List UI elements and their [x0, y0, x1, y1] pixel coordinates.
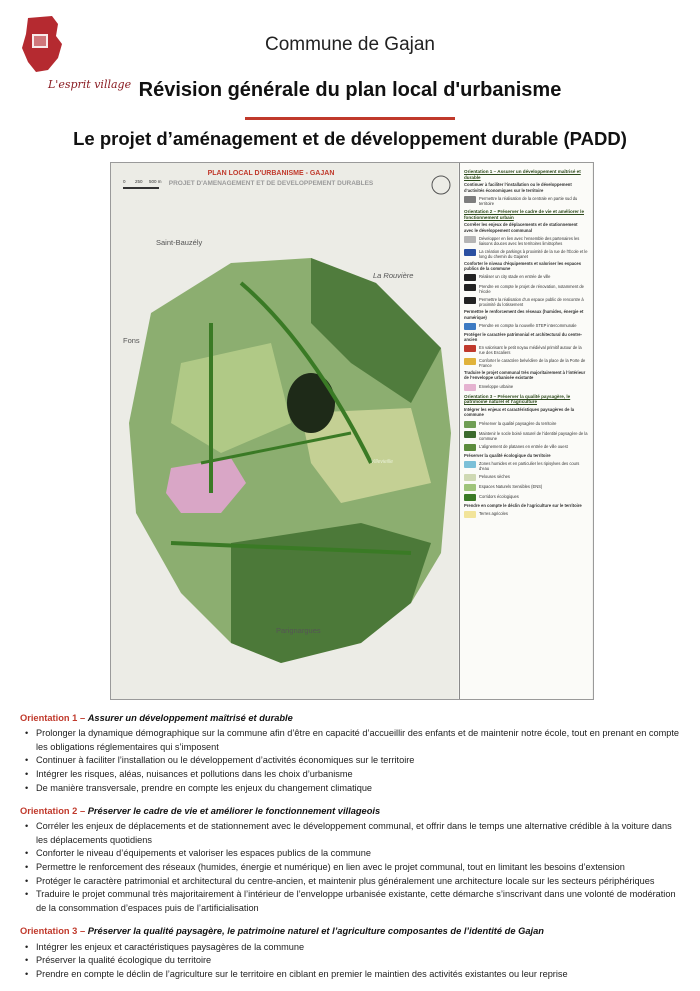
- legend-symbol: [464, 511, 476, 518]
- list-item: • Intégrer les risques, aléas, nuisances et pollutions dans les choix d’urbanisme: [20, 768, 680, 782]
- legend-label: Permettre la réalisation de la centrale en partie sud du territoire: [479, 195, 578, 206]
- orientation-3-title: Préserver la qualité paysagère, le patrimoine naturel et l’agriculture composantes de l’identité de Gajan: [87, 926, 544, 937]
- legend-symbol: [464, 384, 476, 391]
- legend-item: [464, 297, 588, 307]
- map-canvas: [111, 163, 458, 699]
- legend-subheading: Intégrer les enjeux et caractéristiques paysagères de la commune: [464, 407, 575, 418]
- list-item: • Permettre le renforcement des réseaux (humides, énergie et numérique) en lien avec le projet communal, tout en limitant les besoins d’extension: [20, 861, 680, 875]
- legend-symbol: [464, 444, 476, 451]
- legend-label: Prendre en compte la nouvelle STEP intercommunale: [479, 322, 577, 328]
- orientation-1: Orientation 1 – Assurer un développement maîtrisé et durable • Prolonger la dynamique démographique sur la commune afin d’être en capacité d’accueillir des enfants et de maintenir notre école, tout en prenant en compte les obligations réglementaires qui s’imposent • Continuer à faciliter l’installation ou le développement d’activités économiques sur le territoire • Intégrer les risques, aléas, nuisances et pollutions dans les choix d’urbanisme • De manière transversale, prendre en compte les enjeux du changement climatique: [20, 712, 680, 795]
- list-item: • Continuer à faciliter l’installation ou le développement d’activités économiques sur le territoire: [20, 754, 680, 768]
- list-item: • Préserver la qualité écologique du territoire: [20, 954, 680, 968]
- legend-symbol: [464, 461, 476, 468]
- legend-heading: Orientation 2 – Préserver le cadre de vie et améliorer le fonctionnement urbain: [464, 208, 585, 220]
- map-drawing: [111, 163, 458, 699]
- legend-item: [464, 431, 588, 441]
- logo-script: L'esprit village: [48, 78, 132, 91]
- map-subtitle: PROJET D'AMENAGEMENT ET DE DEVELOPPEMENT DURABLES: [168, 180, 374, 187]
- list-item: • Prendre en compte le déclin de l’agriculture sur le territoire en ciblant en premier le maintien des activités existantes ou leur reprise: [20, 968, 680, 982]
- legend-subheading: Protéger le caractère patrimonial et architectural du centre-ancien: [464, 331, 582, 343]
- orientation-3: Orientation 3 – Préserver la qualité paysagère, le patrimoine naturel et l’agriculture composantes de l’identité de Gajan • Intégrer les enjeux et caractéristiques paysagères de la commune • Préserver la qualité écologique du territoire • Prendre en compte le déclin de l’agriculture sur le territoire en ciblant en premier le maintien des activités existantes ou leur reprise: [20, 925, 680, 981]
- orientation-2: Orientation 2 – Préserver le cadre de vie et améliorer le fonctionnement villageois • Corréler les enjeux de déplacements et de stationnement avec le développement communal, et offrir dans le temps une alternative crédible à la voiture dans les déplacements quotidiens • Conforter le niveau d’équipements et valoriser les espaces publics de la commune • Permettre le renforcement des réseaux (humides, énergie et numérique) en lien avec le projet communal, tout en limitant les besoins d’extension • Protéger le caractère patrimonial et architectural du centre-ancien, et maintenir plus généralement une architecture locale sur les secteurs périphériques • Traduire le projet communal très majoritairement à l’intérieur de l’enveloppe urbanisée existante, cette démarche s’inscrivant dans une volonté de modération de la consommation d’espaces puis de l’artificialisation: [20, 805, 680, 915]
- legend-item: [464, 461, 588, 471]
- list-item: • Prolonger la dynamique démographique sur la commune afin d’être en capacité d’accueillir des enfants et de maintenir notre école, tout en prenant en compte les obligations réglementaires qui s’imposent: [20, 727, 680, 754]
- orientation-2-number: Orientation 2: [20, 806, 78, 817]
- legend-label: Pelouses sèches: [479, 473, 510, 479]
- legend-subheading: Permettre le renforcement des réseaux (humides, énergie et numérique): [464, 309, 584, 320]
- commune-name: Commune de Gajan: [264, 34, 436, 55]
- legend-symbol: [464, 358, 476, 365]
- legend-label: Terres agricoles: [479, 511, 508, 517]
- legend-item: [464, 236, 588, 246]
- legend-item: [464, 249, 588, 259]
- document-title: Révision générale du plan local d'urbanisme: [138, 79, 562, 101]
- legend-item: [464, 323, 588, 330]
- scale-0: 0: [123, 179, 126, 184]
- protected-area: [287, 373, 335, 433]
- scale-bar: [123, 187, 159, 189]
- legend-symbol: [464, 323, 476, 330]
- legend-symbol: [464, 421, 476, 428]
- place-saint-bauzely: Saint-Bauzély: [156, 238, 203, 247]
- list-item: • Conforter le niveau d’équipements et valoriser les espaces publics de la commune: [20, 847, 680, 861]
- legend-label: En valorisant le petit noyau médiéval primitif autour de la rue des Escaliers: [479, 345, 582, 356]
- legend-item: [464, 384, 588, 391]
- legend-symbol: [464, 484, 476, 491]
- list-item: • Intégrer les enjeux et caractéristiques paysagères de la commune: [20, 941, 680, 955]
- legend-label: Prendre en compte le projet de rénovation, notamment de l’école: [479, 284, 584, 295]
- legend-item: [464, 274, 588, 281]
- legend-label: La création de parkings à proximité de la rue de l’École et le long du chemin du Gajanet: [479, 248, 588, 259]
- place-villevieille: Villevieille: [371, 459, 393, 465]
- legend-symbol: [464, 236, 476, 243]
- legend-item: [464, 421, 588, 428]
- legend-symbol: [464, 196, 476, 203]
- legend-item: [464, 284, 588, 294]
- legend-item: [464, 494, 588, 501]
- orientations-list: [20, 712, 680, 991]
- place-la-rouviere: La Rouvière: [373, 271, 414, 280]
- legend-subheading: Prendre en compte le déclin de l’agriculture sur le territoire: [464, 502, 582, 508]
- legend-label: L’alignement de platanes en entrée de ville ouest: [479, 443, 568, 449]
- logo-name: Gajan: [62, 46, 90, 57]
- orientation-1-title: Assurer un développement maîtrisé et durable: [87, 713, 293, 723]
- legend-item: [464, 345, 588, 355]
- legend-subheading: Traduire le projet communal très majoritairement à l’intérieur de l’enveloppe urbanisée existante: [464, 370, 586, 381]
- legend-label: Réaliser un city stade en entrée de ville: [479, 274, 551, 280]
- legend-symbol: [464, 345, 476, 352]
- list-item: • Corréler les enjeux de déplacements et de stationnement avec le développement communal, et offrir dans le temps une alternative crédible à la voiture dans les déplacements quotidiens: [20, 820, 680, 847]
- legend-label: Zones humides et en particulier les ripisylves des cours d’eau: [479, 460, 580, 471]
- title-divider: [245, 117, 455, 120]
- legend-item: [464, 444, 588, 451]
- orientation-2-items: [20, 820, 680, 915]
- document-subtitle: Le projet d’aménagement et de développement durable (PADD): [73, 128, 627, 149]
- legend-subheading: Continuer à faciliter l’installation ou le développement d’activités économiques sur le territoire: [464, 182, 572, 193]
- legend-item: [464, 511, 588, 518]
- legend-label: Préserver la qualité paysagère du territoire: [479, 420, 557, 426]
- legend-item: [464, 196, 588, 206]
- legend-label: Permettre la réalisation d’un espace public de rencontre à proximité du lotissement: [479, 297, 584, 308]
- legend-item: [464, 484, 588, 491]
- map-legend: [459, 163, 592, 699]
- orientation-3-number: Orientation 3: [20, 926, 78, 937]
- orientation-1-number: Orientation 1: [20, 713, 78, 723]
- legend-label: Corridors écologiques: [479, 493, 519, 499]
- orientation-3-items: [20, 941, 680, 982]
- list-item: • De manière transversale, prendre en compte les enjeux du changement climatique: [20, 782, 680, 796]
- orientation-1-items: [20, 727, 680, 795]
- legend-label: Enveloppe urbaine: [479, 383, 514, 389]
- legend-symbol: [464, 297, 476, 304]
- legend-symbol: [464, 249, 476, 256]
- legend-symbol: [464, 431, 476, 438]
- scale-500: 500 m: [149, 179, 162, 184]
- legend-subheading: Corréler les enjeux de déplacements et de stationnement avec le développement communal: [464, 222, 578, 233]
- legend-heading: Orientation 3 – Préserver la qualité paysagère, le patrimoine naturel et l’agriculture: [464, 393, 571, 405]
- place-fons: Fons: [123, 336, 140, 345]
- legend-label: Conforter le caractère belvédère de la place de la Porte de France: [479, 358, 586, 369]
- padd-map: [110, 162, 594, 700]
- orientation-2-title: Préserver le cadre de vie et améliorer le fonctionnement villageois: [87, 806, 381, 817]
- legend-heading: Orientation 1 – Assurer un développement maîtrisé et durable: [464, 169, 581, 180]
- legend-symbol: [464, 274, 476, 281]
- scale-250: 250: [135, 179, 143, 184]
- place-parignargues: Parignargues: [276, 626, 321, 635]
- legend-symbol: [464, 494, 476, 501]
- legend-label: Développer en lien avec l’ensemble des partenaires les liaisons douces avec les territoires limitrophes: [479, 235, 580, 246]
- list-item: • Protéger le caractère patrimonial et architectural du centre-ancien, et maintenir plus généralement une architecture locale sur les secteurs périphériques: [20, 875, 680, 889]
- map-title: PLAN LOCAL D'URBANISME - GAJAN: [207, 170, 335, 177]
- legend-symbol: [464, 474, 476, 481]
- list-item: • Traduire le projet communal très majoritairement à l’intérieur de l’enveloppe urbanisée existante, cette démarche s’inscrivant dans une volonté de modération de la consommation d’espaces puis de l’artificialisation: [20, 888, 680, 915]
- legend-label: Maintenir le socle boisé naturel de l’identité paysagère de la commune: [479, 430, 588, 441]
- legend-symbol: [464, 284, 476, 291]
- legend-subheading: Conforter le niveau d’équipements et valoriser les espaces publics de la commune: [464, 260, 582, 272]
- legend-subheading: Préserver la qualité écologique du territoire: [464, 452, 551, 458]
- legend-item: [464, 474, 588, 481]
- legend-label: Espaces Naturels Sensibles (ENS): [479, 483, 543, 489]
- legend-item: [464, 358, 588, 368]
